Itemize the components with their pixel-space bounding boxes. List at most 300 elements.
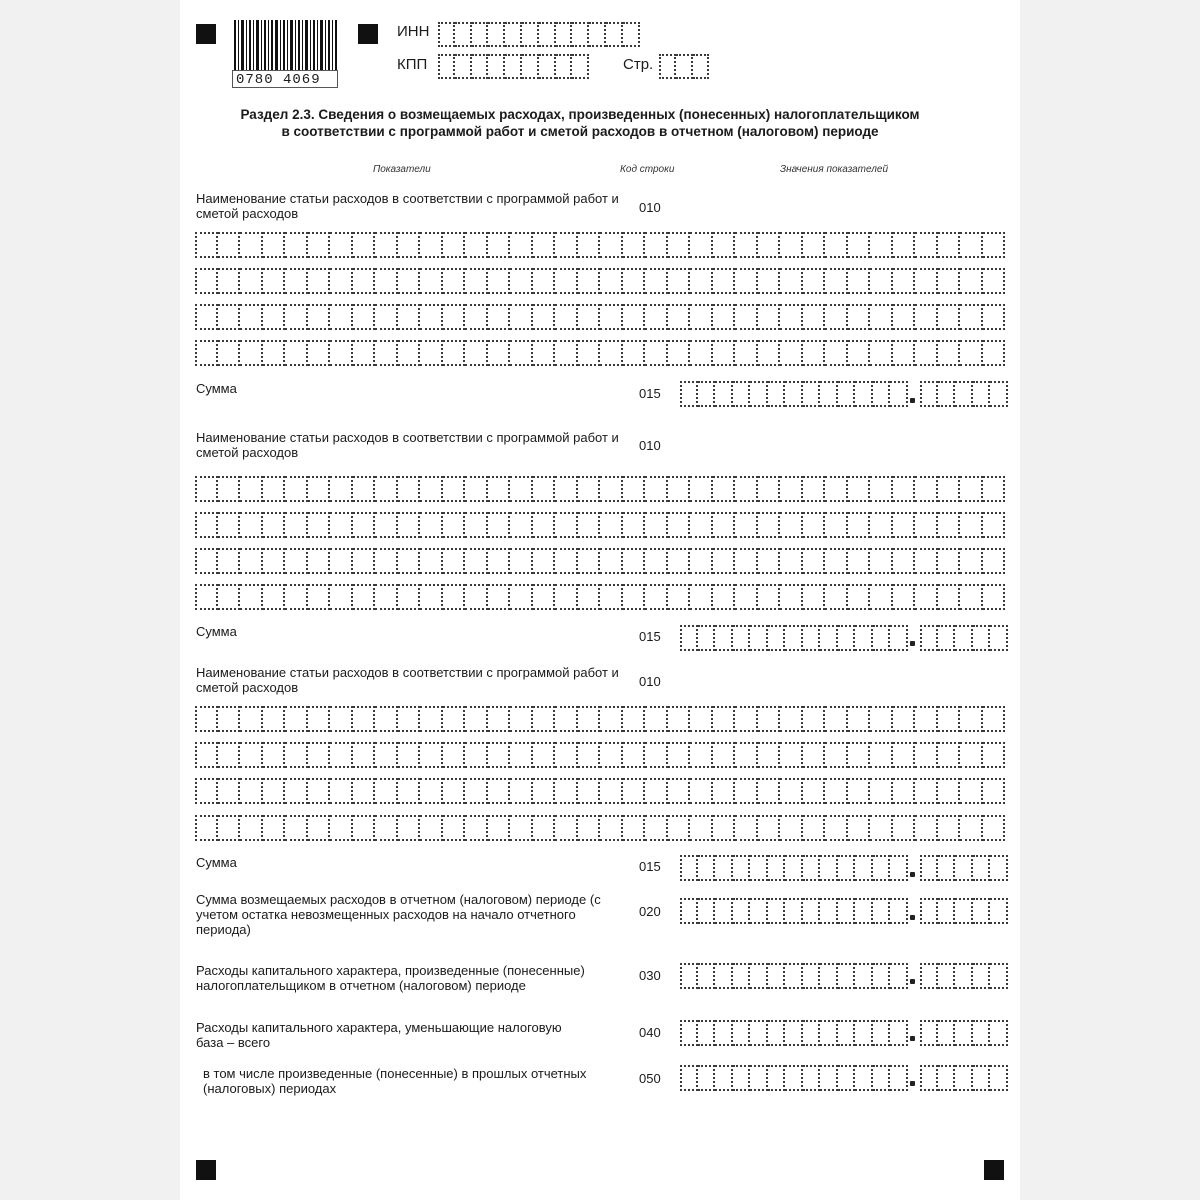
character-cell[interactable] [195, 340, 218, 366]
character-cell[interactable] [870, 778, 893, 804]
expense-name-cells-row[interactable] [195, 742, 1005, 768]
character-cell[interactable] [330, 340, 353, 366]
character-cell[interactable] [838, 963, 856, 989]
character-cell[interactable] [443, 778, 466, 804]
character-cell[interactable] [623, 340, 646, 366]
character-cell[interactable] [555, 476, 578, 502]
character-cell[interactable] [668, 232, 691, 258]
character-cell[interactable] [623, 584, 646, 610]
character-cell[interactable] [838, 855, 856, 881]
character-cell[interactable] [195, 706, 218, 732]
character-cell[interactable] [803, 1065, 821, 1091]
character-cell[interactable] [443, 268, 466, 294]
character-cell[interactable] [488, 22, 505, 47]
character-cell[interactable] [893, 304, 916, 330]
character-cell[interactable] [510, 512, 533, 538]
character-cell[interactable] [218, 268, 241, 294]
character-cell[interactable] [690, 304, 713, 330]
character-cell[interactable] [690, 548, 713, 574]
character-cell[interactable] [218, 778, 241, 804]
character-cell[interactable] [555, 584, 578, 610]
character-cell[interactable] [263, 584, 286, 610]
character-cell[interactable] [870, 340, 893, 366]
character-cell[interactable] [750, 1065, 768, 1091]
character-cell[interactable] [623, 304, 646, 330]
character-cell[interactable] [690, 584, 713, 610]
character-cell[interactable] [848, 778, 871, 804]
character-cell[interactable] [465, 548, 488, 574]
character-cell[interactable] [873, 898, 891, 924]
character-cell[interactable] [735, 706, 758, 732]
character-cell[interactable] [960, 232, 983, 258]
character-cell[interactable] [750, 381, 768, 407]
character-cell[interactable] [240, 476, 263, 502]
character-cell[interactable] [398, 512, 421, 538]
character-cell[interactable] [983, 778, 1006, 804]
character-cell[interactable] [465, 340, 488, 366]
character-cell[interactable] [690, 232, 713, 258]
character-cell[interactable] [758, 304, 781, 330]
character-cell[interactable] [893, 476, 916, 502]
character-cell[interactable] [955, 1065, 973, 1091]
character-cell[interactable] [825, 304, 848, 330]
character-cell[interactable] [820, 625, 838, 651]
character-cell[interactable] [735, 512, 758, 538]
character-cell[interactable] [960, 268, 983, 294]
character-cell[interactable] [659, 54, 676, 79]
character-cell[interactable] [668, 815, 691, 841]
character-cell[interactable] [330, 232, 353, 258]
character-cell[interactable] [510, 815, 533, 841]
character-cell[interactable] [715, 963, 733, 989]
character-cell[interactable] [983, 584, 1006, 610]
character-cell[interactable] [973, 625, 991, 651]
character-cell[interactable] [955, 381, 973, 407]
character-cell[interactable] [735, 778, 758, 804]
character-cell[interactable] [848, 584, 871, 610]
character-cell[interactable] [420, 742, 443, 768]
character-cell[interactable] [915, 548, 938, 574]
character-cell[interactable] [330, 512, 353, 538]
character-cell[interactable] [915, 742, 938, 768]
character-cell[interactable] [505, 22, 522, 47]
character-cell[interactable] [690, 340, 713, 366]
character-cell[interactable] [572, 22, 589, 47]
character-cell[interactable] [645, 476, 668, 502]
character-cell[interactable] [693, 54, 710, 79]
character-cell[interactable] [285, 548, 308, 574]
character-cell[interactable] [578, 232, 601, 258]
character-cell[interactable] [915, 340, 938, 366]
character-cell[interactable] [533, 548, 556, 574]
character-cell[interactable] [938, 304, 961, 330]
character-cell[interactable] [623, 815, 646, 841]
character-cell[interactable] [825, 476, 848, 502]
character-cell[interactable] [803, 512, 826, 538]
expense-name-cells-row[interactable] [195, 815, 1005, 841]
character-cell[interactable] [398, 476, 421, 502]
character-cell[interactable] [578, 742, 601, 768]
character-cell[interactable] [825, 512, 848, 538]
character-cell[interactable] [555, 232, 578, 258]
character-cell[interactable] [218, 476, 241, 502]
character-cell[interactable] [680, 625, 698, 651]
character-cell[interactable] [488, 778, 511, 804]
character-cell[interactable] [768, 381, 786, 407]
character-cell[interactable] [873, 1020, 891, 1046]
character-cell[interactable] [768, 1020, 786, 1046]
character-cell[interactable] [960, 304, 983, 330]
character-cell[interactable] [973, 381, 991, 407]
character-cell[interactable] [780, 706, 803, 732]
character-cell[interactable] [838, 1020, 856, 1046]
character-cell[interactable] [375, 232, 398, 258]
character-cell[interactable] [938, 340, 961, 366]
character-cell[interactable] [263, 268, 286, 294]
character-cell[interactable] [973, 963, 991, 989]
character-cell[interactable] [218, 548, 241, 574]
character-cell[interactable] [285, 232, 308, 258]
character-cell[interactable] [195, 815, 218, 841]
character-cell[interactable] [803, 898, 821, 924]
character-cell[interactable] [915, 815, 938, 841]
character-cell[interactable] [443, 742, 466, 768]
character-cell[interactable] [510, 340, 533, 366]
character-cell[interactable] [715, 381, 733, 407]
character-cell[interactable] [938, 855, 956, 881]
character-cell[interactable] [285, 340, 308, 366]
character-cell[interactable] [838, 898, 856, 924]
character-cell[interactable] [465, 778, 488, 804]
character-cell[interactable] [915, 706, 938, 732]
character-cell[interactable] [820, 855, 838, 881]
character-cell[interactable] [555, 742, 578, 768]
character-cell[interactable] [768, 898, 786, 924]
character-cell[interactable] [848, 232, 871, 258]
character-cell[interactable] [555, 304, 578, 330]
character-cell[interactable] [733, 963, 751, 989]
character-cell[interactable] [960, 778, 983, 804]
character-cell[interactable] [465, 584, 488, 610]
character-cell[interactable] [785, 381, 803, 407]
character-cell[interactable] [555, 706, 578, 732]
character-cell[interactable] [578, 268, 601, 294]
character-cell[interactable] [955, 898, 973, 924]
character-cell[interactable] [465, 512, 488, 538]
character-cell[interactable] [785, 855, 803, 881]
character-cell[interactable] [488, 268, 511, 294]
character-cell[interactable] [758, 706, 781, 732]
character-cell[interactable] [715, 1020, 733, 1046]
character-cell[interactable] [758, 268, 781, 294]
character-cell[interactable] [443, 476, 466, 502]
character-cell[interactable] [263, 232, 286, 258]
character-cell[interactable] [938, 815, 961, 841]
character-cell[interactable] [873, 855, 891, 881]
character-cell[interactable] [330, 778, 353, 804]
character-cell[interactable] [218, 742, 241, 768]
character-cell[interactable] [893, 815, 916, 841]
character-cell[interactable] [488, 232, 511, 258]
character-cell[interactable] [240, 340, 263, 366]
character-cell[interactable] [668, 340, 691, 366]
character-cell[interactable] [510, 476, 533, 502]
character-cell[interactable] [420, 268, 443, 294]
character-cell[interactable] [983, 304, 1006, 330]
character-cell[interactable] [803, 706, 826, 732]
character-cell[interactable] [785, 963, 803, 989]
character-cell[interactable] [195, 476, 218, 502]
character-cell[interactable] [735, 268, 758, 294]
character-cell[interactable] [983, 476, 1006, 502]
character-cell[interactable] [578, 304, 601, 330]
character-cell[interactable] [680, 963, 698, 989]
character-cell[interactable] [488, 512, 511, 538]
character-cell[interactable] [510, 742, 533, 768]
character-cell[interactable] [600, 706, 623, 732]
character-cell[interactable] [920, 1065, 938, 1091]
character-cell[interactable] [263, 706, 286, 732]
character-cell[interactable] [353, 232, 376, 258]
character-cell[interactable] [873, 1065, 891, 1091]
character-cell[interactable] [195, 232, 218, 258]
character-cell[interactable] [750, 963, 768, 989]
character-cell[interactable] [758, 742, 781, 768]
character-cell[interactable] [375, 778, 398, 804]
character-cell[interactable] [855, 898, 873, 924]
character-cell[interactable] [455, 54, 472, 79]
character-cell[interactable] [465, 476, 488, 502]
character-cell[interactable] [780, 304, 803, 330]
character-cell[interactable] [973, 855, 991, 881]
character-cell[interactable] [938, 476, 961, 502]
character-cell[interactable] [578, 778, 601, 804]
character-cell[interactable] [645, 304, 668, 330]
character-cell[interactable] [623, 476, 646, 502]
character-cell[interactable] [645, 512, 668, 538]
character-cell[interactable] [488, 706, 511, 732]
character-cell[interactable] [735, 304, 758, 330]
character-cell[interactable] [465, 232, 488, 258]
character-cell[interactable] [398, 340, 421, 366]
character-cell[interactable] [870, 512, 893, 538]
character-cell[interactable] [803, 381, 821, 407]
character-cell[interactable] [973, 898, 991, 924]
character-cell[interactable] [768, 855, 786, 881]
character-cell[interactable] [955, 625, 973, 651]
character-cell[interactable] [960, 584, 983, 610]
character-cell[interactable] [420, 815, 443, 841]
character-cell[interactable] [733, 625, 751, 651]
character-cell[interactable] [735, 476, 758, 502]
character-cell[interactable] [578, 815, 601, 841]
character-cell[interactable] [698, 381, 716, 407]
character-cell[interactable] [803, 268, 826, 294]
character-cell[interactable] [855, 1020, 873, 1046]
character-cell[interactable] [623, 22, 640, 47]
character-cell[interactable] [330, 742, 353, 768]
character-cell[interactable] [915, 232, 938, 258]
character-cell[interactable] [420, 584, 443, 610]
character-cell[interactable] [713, 584, 736, 610]
character-cell[interactable] [780, 340, 803, 366]
character-cell[interactable] [973, 1020, 991, 1046]
character-cell[interactable] [398, 584, 421, 610]
character-cell[interactable] [600, 340, 623, 366]
character-cell[interactable] [803, 548, 826, 574]
character-cell[interactable] [398, 268, 421, 294]
character-cell[interactable] [308, 742, 331, 768]
character-cell[interactable] [308, 340, 331, 366]
character-cell[interactable] [758, 584, 781, 610]
character-cell[interactable] [713, 548, 736, 574]
character-cell[interactable] [510, 778, 533, 804]
character-cell[interactable] [398, 778, 421, 804]
character-cell[interactable] [960, 815, 983, 841]
character-cell[interactable] [920, 1020, 938, 1046]
character-cell[interactable] [455, 22, 472, 47]
character-cell[interactable] [285, 742, 308, 768]
character-cell[interactable] [893, 268, 916, 294]
character-cell[interactable] [870, 548, 893, 574]
character-cell[interactable] [488, 340, 511, 366]
character-cell[interactable] [803, 855, 821, 881]
character-cell[interactable] [443, 304, 466, 330]
character-cell[interactable] [510, 304, 533, 330]
expense-name-cells-row[interactable] [195, 548, 1005, 574]
character-cell[interactable] [893, 742, 916, 768]
character-cell[interactable] [990, 898, 1008, 924]
character-cell[interactable] [938, 706, 961, 732]
character-cell[interactable] [600, 268, 623, 294]
character-cell[interactable] [488, 742, 511, 768]
character-cell[interactable] [698, 1065, 716, 1091]
character-cell[interactable] [983, 340, 1006, 366]
character-cell[interactable] [600, 476, 623, 502]
character-cell[interactable] [465, 304, 488, 330]
character-cell[interactable] [990, 625, 1008, 651]
character-cell[interactable] [825, 340, 848, 366]
character-cell[interactable] [353, 512, 376, 538]
character-cell[interactable] [713, 742, 736, 768]
character-cell[interactable] [676, 54, 693, 79]
character-cell[interactable] [330, 476, 353, 502]
character-cell[interactable] [780, 476, 803, 502]
character-cell[interactable] [600, 304, 623, 330]
character-cell[interactable] [855, 855, 873, 881]
character-cell[interactable] [715, 625, 733, 651]
character-cell[interactable] [938, 742, 961, 768]
character-cell[interactable] [690, 512, 713, 538]
character-cell[interactable] [218, 815, 241, 841]
character-cell[interactable] [890, 1065, 908, 1091]
character-cell[interactable] [375, 304, 398, 330]
character-cell[interactable] [420, 778, 443, 804]
character-cell[interactable] [698, 1020, 716, 1046]
expense-name-cells-row[interactable] [195, 304, 1005, 330]
character-cell[interactable] [938, 898, 956, 924]
character-cell[interactable] [825, 584, 848, 610]
character-cell[interactable] [443, 584, 466, 610]
character-cell[interactable] [920, 963, 938, 989]
character-cell[interactable] [398, 232, 421, 258]
character-cell[interactable] [285, 584, 308, 610]
character-cell[interactable] [983, 548, 1006, 574]
character-cell[interactable] [308, 232, 331, 258]
character-cell[interactable] [735, 815, 758, 841]
sum-integer-cells[interactable] [680, 1020, 908, 1046]
character-cell[interactable] [870, 815, 893, 841]
character-cell[interactable] [375, 815, 398, 841]
character-cell[interactable] [848, 548, 871, 574]
character-cell[interactable] [713, 476, 736, 502]
character-cell[interactable] [855, 381, 873, 407]
inn-cells[interactable] [438, 22, 640, 47]
character-cell[interactable] [820, 381, 838, 407]
character-cell[interactable] [263, 778, 286, 804]
character-cell[interactable] [848, 815, 871, 841]
character-cell[interactable] [698, 963, 716, 989]
character-cell[interactable] [785, 1065, 803, 1091]
character-cell[interactable] [285, 304, 308, 330]
character-cell[interactable] [555, 268, 578, 294]
character-cell[interactable] [398, 815, 421, 841]
character-cell[interactable] [713, 815, 736, 841]
character-cell[interactable] [488, 304, 511, 330]
character-cell[interactable] [533, 512, 556, 538]
character-cell[interactable] [960, 706, 983, 732]
character-cell[interactable] [785, 898, 803, 924]
character-cell[interactable] [488, 548, 511, 574]
character-cell[interactable] [375, 512, 398, 538]
character-cell[interactable] [600, 548, 623, 574]
character-cell[interactable] [838, 381, 856, 407]
character-cell[interactable] [960, 512, 983, 538]
character-cell[interactable] [443, 232, 466, 258]
character-cell[interactable] [750, 1020, 768, 1046]
character-cell[interactable] [870, 232, 893, 258]
character-cell[interactable] [263, 304, 286, 330]
character-cell[interactable] [803, 778, 826, 804]
character-cell[interactable] [938, 963, 956, 989]
character-cell[interactable] [330, 268, 353, 294]
character-cell[interactable] [938, 778, 961, 804]
character-cell[interactable] [510, 268, 533, 294]
expense-name-cells-row[interactable] [195, 778, 1005, 804]
character-cell[interactable] [645, 706, 668, 732]
character-cell[interactable] [330, 706, 353, 732]
character-cell[interactable] [375, 268, 398, 294]
character-cell[interactable] [443, 815, 466, 841]
character-cell[interactable] [938, 625, 956, 651]
character-cell[interactable] [938, 1020, 956, 1046]
character-cell[interactable] [848, 742, 871, 768]
character-cell[interactable] [398, 706, 421, 732]
character-cell[interactable] [353, 584, 376, 610]
character-cell[interactable] [308, 548, 331, 574]
character-cell[interactable] [465, 742, 488, 768]
character-cell[interactable] [713, 340, 736, 366]
character-cell[interactable] [398, 742, 421, 768]
character-cell[interactable] [758, 476, 781, 502]
character-cell[interactable] [890, 381, 908, 407]
character-cell[interactable] [780, 512, 803, 538]
character-cell[interactable] [195, 778, 218, 804]
character-cell[interactable] [870, 584, 893, 610]
character-cell[interactable] [698, 898, 716, 924]
character-cell[interactable] [623, 232, 646, 258]
character-cell[interactable] [353, 742, 376, 768]
